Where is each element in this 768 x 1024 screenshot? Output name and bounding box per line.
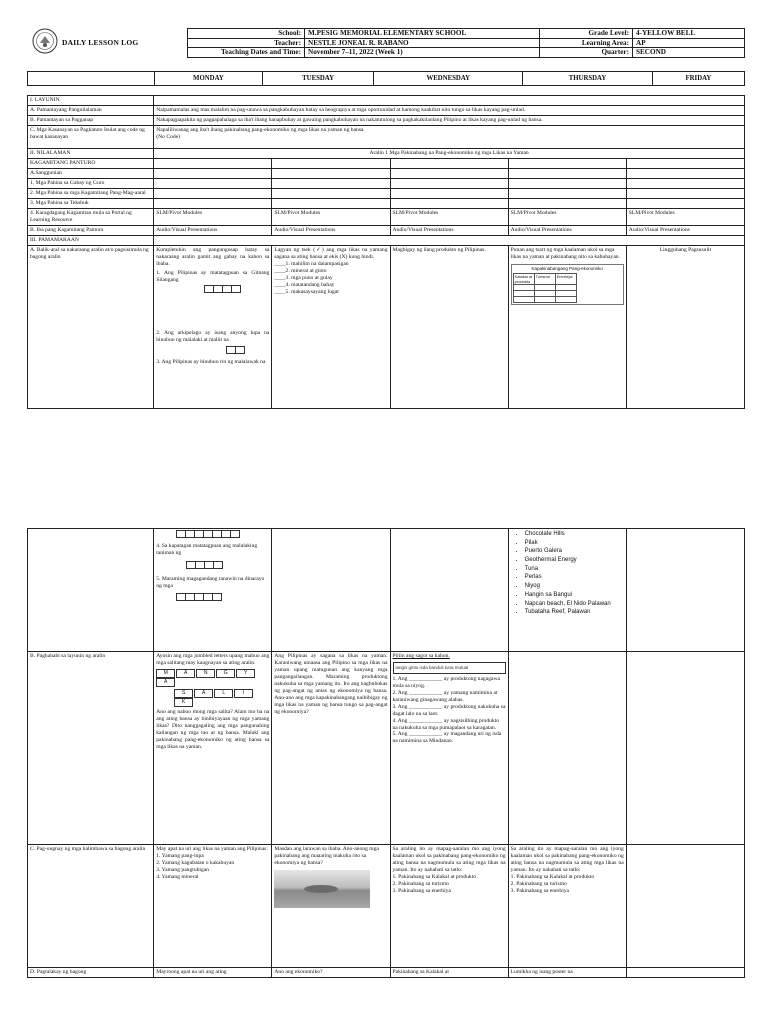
kag-b: B. Iba pang Kagamitang Panturo — [28, 225, 154, 235]
sec3-b-wed — [390, 652, 508, 845]
resource-item: • Tuna — [525, 565, 624, 574]
chart-col-3: Enerhiya — [555, 274, 576, 285]
sec3-a-label: A. Balik-aral sa nakaraang aralin at/o pagsisimula ng bagong aralin — [28, 245, 154, 408]
a-thu-intro: Punan ang tsart ng mga kaalaman ukol sa mga likas na yaman at pakinabang nito sa kabuhayan. — [510, 246, 620, 260]
c-thu-item-1: 1. Pakinabang sa Kalakal at produkto — [510, 873, 595, 880]
c-wed-text: Sa araling ito ay mapag-aaralan mo ang iyong kaalaman ukol sa pakinabang pang-ekonomiko ng ating bansa na nagmumula sa ating mga likas na yaman. Ito ay nahahati sa tatlo: — [392, 846, 506, 873]
school-label: School: — [188, 29, 305, 39]
c-wed-item-3: 3. Pakinabang sa enerhiya — [392, 887, 451, 894]
sec1-b-text: Nakapagpapakita ng pagpapahalaga sa iba't ibang hanapbuhay at gawaing pangkabuhayan na nakatutulong sa pagkakakilanlang Pilipino at likas kayang pag-unlad ng bansa. — [154, 115, 745, 125]
day-blank — [28, 72, 155, 86]
chart-col-2: Turismo — [534, 274, 555, 285]
word-boxes-5 — [156, 593, 221, 604]
sec3-b-mon — [154, 652, 272, 845]
b-wed-item-4: 4. Ang ____________ ay nagsisilbing produkto na nakukuha sa mga pumapalaot sa karagatan. — [392, 717, 500, 731]
resource-item: • Chocolate Hills — [525, 530, 624, 539]
sec1-a-text: Naipamamalas ang mas malalim na pag-unawa sa pangkabuhayan batay sa heograpiya at mga oportunidad at hamong kaakibat nito tungo sa likas kayang pag-unlad. — [154, 105, 745, 115]
letter-tile: M — [156, 669, 175, 678]
sec3-blank — [154, 235, 745, 245]
c-mon-item-2: 2. Yamang kagubatan o kakahuyan — [156, 859, 235, 866]
area-value: AP — [633, 38, 745, 48]
sec3-c-tue — [272, 845, 390, 968]
kag-b-tue: Audio/Visual Presentations — [272, 225, 390, 235]
letter-tile: A — [194, 689, 213, 698]
kag-a4: 4. Karagdagang Kagamitan mula sa Portal ng Learning Resource — [28, 208, 154, 225]
sec3-b-label: B. Paghahabi sa layunin ng aralin — [28, 652, 154, 845]
kag-a4-thu: SLM/Pivot Modules — [508, 208, 626, 225]
word-boxes-4 — [156, 561, 222, 572]
sec3-c-thu — [508, 845, 626, 968]
a-tue-item-5: ____5. makasaysayang lugar — [274, 288, 340, 295]
a-mon-intro: Kumpletuhin ang pangungusap batay sa nakaraang aralin gamit ang gabay na kahon sa ibaba. — [156, 246, 270, 267]
sec2-text: Aralin 1 Mga Pakinabang na Pang-ekonomiko ng mga Likas na Yaman — [154, 148, 745, 158]
a-mon-1: 1. Ang Pilipinas ay matatagpuan sa Gitnang Silangang — [156, 269, 270, 283]
cont-mon — [154, 529, 272, 652]
lesson-table-page1 — [27, 95, 745, 409]
teacher-label: Teacher: — [188, 38, 305, 48]
sec3-title: III. PAMAMARAAN — [28, 235, 154, 245]
c-thu-item-3: 3. Pakinabang sa enerhiya — [510, 887, 570, 894]
resource-item: • Napcan beach, El Nido Palawan — [525, 600, 624, 609]
b-wed-title: Piliin ang sagot sa kahon. — [392, 653, 450, 659]
sec3-d-wed: Pakinabang sa Kalakal at — [390, 968, 508, 978]
b-wed-item-5: 5. Ang ____________ ay magandang uri ng isda na namimina sa Mindanao. — [392, 731, 502, 745]
c-thu-text: Sa araling ito ay mapag-aaralan mo ang iyong kaalaman ukol sa pakinabang pang-ekonomiko ng ating bansa na nagmumula sa ating mga likas na yaman. Ito ay nahahati sa tatlo: — [510, 846, 624, 873]
resource-item: • Geothermal Energy — [525, 556, 624, 565]
jumbled-letters-2 — [174, 689, 269, 707]
c-mon-item-4: 4. Yamang mineral — [156, 873, 199, 880]
letter-tile: N — [196, 669, 215, 678]
cont-label-blank — [28, 529, 154, 652]
a-mon-2: 2. Ang arkipelago ay isang anyong lupa na binubuo ng malalaki at maliit na — [156, 329, 270, 343]
b-wed-item-3: 3. Ang ____________ ay produktong nakukuha sa dagat lalo na sa laot. — [392, 703, 506, 717]
resource-item: • Niyog — [525, 582, 624, 591]
a-tue-item-4: ____4. matatandang bahay — [274, 281, 335, 288]
teacher-value: NESTLE JONEAL R. RABANO — [305, 38, 540, 48]
c-mon-intro: May apat na uri ang likas na yaman ang Pilipinas: — [156, 846, 268, 852]
quarter-value: SECOND — [633, 48, 745, 58]
sec1-blank — [154, 96, 745, 106]
c-wed-item-2: 2. Pakinabang sa turismo — [392, 880, 449, 887]
document-page-2 — [0, 528, 768, 1024]
sec1-c-cell — [154, 125, 745, 148]
sec3-b-tue: Ang Pilipinas ay sagana sa likas na yaman. Karaniwang umaasa ang Pilipino sa mga likas na yaman upang matugunan ang kanyang mga pangangailangan. Maraming produktong nakukuha sa mga yamang ito. Ito ang nagbubukas ng pag-angat ng antas ng ekonomiya ng bansa. Ano-ano ang mga kapakinabangang naibibigay ng mga likas na yaman ng bansa tungo sa pag-angat ng ekonomiya? — [272, 652, 390, 845]
resource-item: • Puerto Galera — [525, 547, 624, 556]
cont-fri — [626, 529, 744, 652]
kag-b-mon: Audio/Visual Presentations — [154, 225, 272, 235]
letter-tile: A — [156, 678, 175, 687]
resource-list — [511, 530, 624, 617]
word-boxes-2 — [156, 346, 244, 357]
sec3-c-mon — [154, 845, 272, 968]
header-info-table — [187, 28, 745, 58]
day-friday: FRIDAY — [652, 72, 744, 86]
letter-tile: I — [234, 689, 253, 698]
kag-b-thu: Audio/Visual Presentations — [508, 225, 626, 235]
letter-tile: G — [216, 669, 235, 678]
grade-value: 4-YELLOW BELL — [633, 29, 745, 39]
landscape-photo — [274, 870, 370, 908]
kag-a4-tue: SLM/Pivot Modules — [272, 208, 390, 225]
sec3-b-thu — [508, 652, 626, 845]
cont-wed — [390, 529, 508, 652]
sec3-d-tue: Ano ang ekonomiko? — [272, 968, 390, 978]
chart-box-title: Kapakinabangang Pang-ekonomiko — [531, 265, 603, 271]
sec1-b-label: B. Pamantayan sa Pagganap — [28, 115, 154, 125]
resource-item: • Hangin sa Bangui — [525, 591, 624, 600]
kag-b-wed: Audio/Visual Presentations — [390, 225, 508, 235]
sec3-d-thu: Lumikha ng isang poster na — [508, 968, 626, 978]
b-wed-item-2: 2. Ang ____________ ay yamang namimina at karaniwang ginagawang alahas. — [392, 689, 498, 703]
a-tue-intro: Lagyan ng tsek (✓) ang mga likas na yamang sagana sa ating bansa at ekis (X) kung hindi. — [274, 246, 388, 260]
quarter-label: Quarter: — [540, 48, 633, 58]
weekday-header — [27, 71, 745, 86]
a-mon-3: 3. Ang Pilipinas ay binubuo rin ng malalawak na — [156, 358, 266, 365]
a-tue-item-3: ____3. mga puno at gulay — [274, 274, 333, 281]
dates-label: Teaching Dates and Time: — [188, 48, 305, 58]
dates-value: November 7–11, 2022 (Week 1) — [305, 48, 540, 58]
c-mon-item-1: 1. Yamang pang-lupa — [156, 852, 204, 859]
a-mon-5: 5. Maraming magagandang tanawin na dinarayo ng mga — [156, 575, 265, 589]
resource-item: • Perlas — [525, 573, 624, 582]
day-tuesday: TUESDAY — [262, 72, 373, 86]
b-mon-intro: Ayusin ang mga jumbled letters upang mabuo ang mga salitang may kaugnayan sa ating aralin. — [156, 653, 270, 666]
cont-thu — [508, 529, 626, 652]
kag-a: A.Sanggunian — [28, 168, 154, 178]
day-thursday: THURSDAY — [523, 72, 653, 86]
cont-tue — [272, 529, 390, 652]
c-thu-item-2: 2. Pakinabang sa turismo — [510, 880, 567, 887]
sec2-title: II. NILALAMAN — [28, 148, 154, 158]
letter-tile: S — [174, 689, 193, 698]
lesson-table-page2 — [27, 528, 745, 978]
sec1-c-code: (No Code) — [156, 133, 180, 140]
day-monday: MONDAY — [155, 72, 263, 86]
sec1-c-label: C. Mga Kasanayan sa Pagkatuto Isulat ang code ng bawat kasanayan — [28, 125, 154, 148]
resource-item: • Pilak — [525, 539, 624, 548]
economic-chart-table — [513, 273, 577, 303]
letter-tile: A — [176, 669, 195, 678]
economic-chart-box — [511, 264, 624, 306]
letter-tile: Y — [236, 669, 255, 678]
a-tue-item-2: ____2. mineral at ginto — [274, 267, 327, 274]
sec3-d-fri — [626, 968, 744, 978]
a-mon-4: 4. Sa kapatagan matatagpuan ang malalaking taniman ng — [156, 542, 258, 556]
sec3-a-mon — [154, 245, 272, 408]
a-tue-item-1: ____1. mahilim na dalampasigan — [274, 260, 349, 267]
kag-a2: 2. Mga Pahina sa mga Kagamitang Pang-Mag-aaral — [28, 188, 154, 198]
sec3-a-wed: Magbigay ng ilang produkto ng Pilipinas. — [390, 245, 508, 408]
b-mon-question: Ano ang nabuo mong mga salita? Alam mo ba na ang ating bansa ay binibiyayaan ng mga yamang likas? Dito nanggagaling ang mga pangunahing kailangan ng mga tao at ng bansa. Malaki ang pakinabang pang-ekonomiko ng ating bansa sa mga likas na yaman. — [156, 708, 270, 750]
kag-b-fri: Audio/Visual Presentations — [626, 225, 744, 235]
sec3-c-label: C. Pag-uugnay ng mga halimbawa sa bagong aralin — [28, 845, 154, 968]
kag-a4-fri: SLM/Pivot Modules — [626, 208, 744, 225]
c-mon-item-3: 3. Yamang pangtubigan — [156, 866, 210, 873]
word-boxes-1 — [156, 285, 240, 296]
c-wed-item-1: 1. Pakinabang sa Kalakal at produkto — [392, 873, 477, 880]
doc-title: DAILY LESSON LOG — [62, 38, 139, 47]
sec1-title: I. LAYUNIN — [28, 96, 154, 106]
jumbled-letters-1 — [156, 669, 269, 687]
resource-item: • Tubataha Reef, Palawan — [525, 608, 624, 617]
sec3-a-thu — [508, 245, 626, 408]
sec1-c-text: Napaliliwanag ang iba't ibang pakinabang pang-ekonomiko ng mga likas na yaman ng bansa — [156, 126, 364, 133]
kag-a3: 3. Mga Pahina sa Teksbuk — [28, 198, 154, 208]
sec3-a-tue — [272, 245, 390, 408]
kag-a4-mon: SLM/Pivot Modules — [154, 208, 272, 225]
school-value: M.PESIG MEMORIAL ELEMENTARY SCHOOL — [305, 29, 540, 39]
sec3-d-label: D. Pagtalakay ng bagong — [28, 968, 154, 978]
sec3-a-fri: Lingguhang Pagsusulit — [626, 245, 744, 408]
kag-a4-wed: SLM/Pivot Modules — [390, 208, 508, 225]
chart-col-1: Kalakal at produkto — [514, 274, 533, 285]
sec3-d-mon: Mayroong apat na uri ang ating — [154, 968, 272, 978]
letter-tile: K — [174, 698, 193, 707]
b-wed-item-1: 1. Ang ____________ ay produktong nagagawa mula sa niyog. — [392, 675, 501, 689]
kag-a1: 1. Mga Pahina sa Gabay ng Guro — [28, 178, 154, 188]
c-tue-text: Masdan ang larawan sa ibaba. Ano-anong mga pakinabang ang maaaring makuha rito sa ekonomiya ng bansa? — [274, 846, 379, 866]
area-label: Learning Area: — [540, 38, 633, 48]
sec3-c-wed — [390, 845, 508, 968]
sec1-a-label: A. Pamantayang Pangnilalaman — [28, 105, 154, 115]
word-boxes-3 — [156, 530, 239, 541]
kag-title: KAGAMITANG PANTURO — [28, 158, 154, 168]
sec3-c-fri — [626, 845, 744, 968]
grade-label: Grade Level: — [540, 29, 633, 39]
b-wed-wordbox: langis ginto isda banduli tuna mutual — [393, 662, 506, 674]
letter-tile: L — [214, 689, 233, 698]
document-page-1 — [0, 0, 768, 468]
sec3-b-fri — [626, 652, 744, 845]
deped-seal-logo — [32, 28, 58, 54]
day-wednesday: WEDNESDAY — [374, 72, 523, 86]
